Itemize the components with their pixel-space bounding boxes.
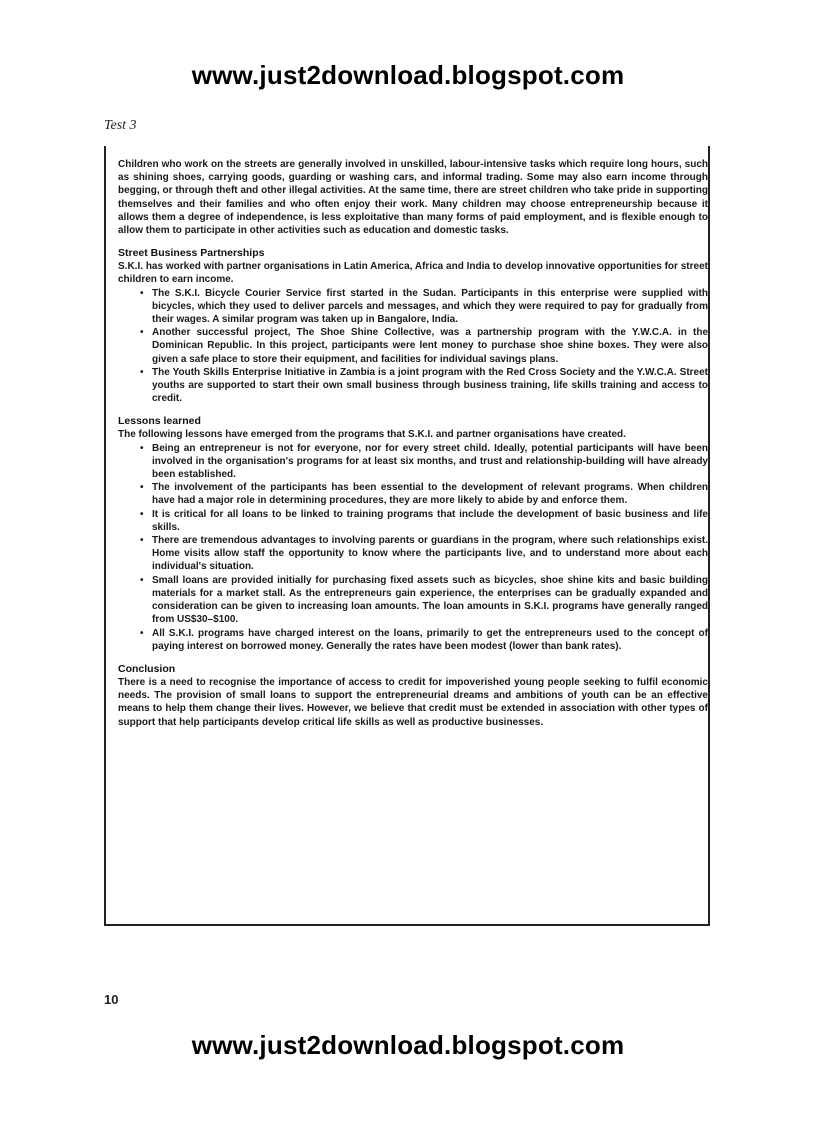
conclusion-paragraph: There is a need to recognise the importance of access to credit for impoverished young people seeking to fulfil economic needs. The provision of small loans to support the entrepreneurial dreams and ambitions of youth can be an effective means to help them change their lives. However, we believe that credit must be extended in association with other types of support that help participants develop critical life skills as well as productive businesses.: [118, 676, 708, 728]
bullet-icon: •: [140, 508, 144, 520]
list-item-text: Another successful project, The Shoe Shine Collective, was a partnership program with the Y.W.C.A. in the Dominican Republic. In this project, participants were lent money to purchase shoe shine boxes. They were also given a safe place to store their equipment, and facilities for individual savings plans.: [152, 327, 708, 365]
lessons-list: [118, 442, 708, 653]
bullet-icon: •: [140, 287, 144, 299]
watermark-top: www.just2download.blogspot.com: [191, 60, 625, 90]
list-item-text: Small loans are provided initially for purchasing fixed assets such as bicycles, shoe shine kits and basic building materials for a market stall. As the entrepreneurs gain experience, the enterprises can be gradually expanded and consideration can be given to increasing loan amounts. The loan amounts in S.K.I. programs have generally ranged from US$30–$100.: [152, 574, 708, 626]
list-item-text: The Youth Skills Enterprise Initiative in Zambia is a joint program with the Red Cross Society and the Y.W.C.A. Street youths are supported to start their own small business through business training, life skills training and access to credit.: [152, 366, 708, 405]
list-item: [140, 481, 708, 507]
heading-partnerships: Street Business Partnerships: [118, 247, 265, 260]
list-item: [140, 574, 708, 627]
list-item: [140, 366, 708, 406]
bullet-icon: •: [140, 535, 144, 547]
bullet-icon: •: [140, 442, 144, 454]
partnerships-list: [118, 287, 708, 406]
list-item: [140, 508, 708, 534]
list-item-text: The S.K.I. Bicycle Courier Service first started in the Sudan. Participants in this enterprise were supplied with bicycles, which they used to deliver parcels and messages, and which they were required to pay for gradually from their wages. A similar program was taken up in Bangalore, India.: [152, 287, 708, 326]
list-item: [140, 442, 708, 482]
heading-lessons: Lessons learned: [118, 415, 201, 428]
bullet-icon: •: [140, 574, 144, 586]
intro-paragraph: Children who work on the streets are generally involved in unskilled, labour-intensive tasks which require long hours, such as shining shoes, carrying goods, guarding or washing cars, and informal trading. Some may also earn income through begging, or through theft and other illegal activities. At the same time, there are street children who take pride in supporting themselves and their families and who often enjoy their work. Many children may choose entrepreneurship because it allows them a degree of independence, is less exploitative than many forms of paid employment, and is flexible enough to allow them to participate in other activities such as education and domestic tasks.: [118, 159, 708, 237]
list-item-text: Being an entrepreneur is not for everyone, nor for every street child. Ideally, potential participants will have been involved in the organisation's programs for at least six months, and trust and relationship-building will have already been established.: [152, 442, 708, 481]
lessons-lead: The following lessons have emerged from the programs that S.K.I. and partner organisations have created.: [118, 429, 626, 441]
list-item-text: There are tremendous advantages to involving parents or guardians in the program, where such relationships exist. Home visits allow staff the opportunity to know where the participants live, and to understand more about each individual's situation.: [152, 535, 708, 573]
bullet-icon: •: [140, 482, 144, 494]
watermark-bottom: www.just2download.blogspot.com: [191, 1030, 625, 1060]
bullet-icon: •: [140, 627, 144, 639]
bullet-icon: •: [140, 366, 144, 378]
page-number: 10: [104, 992, 119, 1007]
bullet-icon: •: [140, 327, 144, 339]
list-item: [140, 534, 708, 574]
passage-box: [104, 146, 710, 926]
list-item-text: All S.K.I. programs have charged interest on the loans, primarily to get the entrepreneurs used to the concept of paying interest on borrowed money. Generally the rates have been modest (lower than bank rates).: [152, 627, 708, 652]
partnerships-lead: S.K.I. has worked with partner organisations in Latin America, Africa and India to develop innovative opportunities for street children to earn income.: [118, 261, 708, 286]
list-item-text: The involvement of the participants has been essential to the development of relevant programs. When children have had a major role in determining procedures, they are more likely to abide by and enforce them.: [152, 482, 708, 507]
list-item: [140, 287, 708, 327]
list-item-text: It is critical for all loans to be linked to training programs that include the development of basic business and life skills.: [152, 508, 708, 533]
list-item: [140, 627, 708, 653]
running-head: Test 3: [104, 118, 137, 133]
heading-conclusion: Conclusion: [118, 662, 176, 675]
list-item: [140, 326, 708, 366]
